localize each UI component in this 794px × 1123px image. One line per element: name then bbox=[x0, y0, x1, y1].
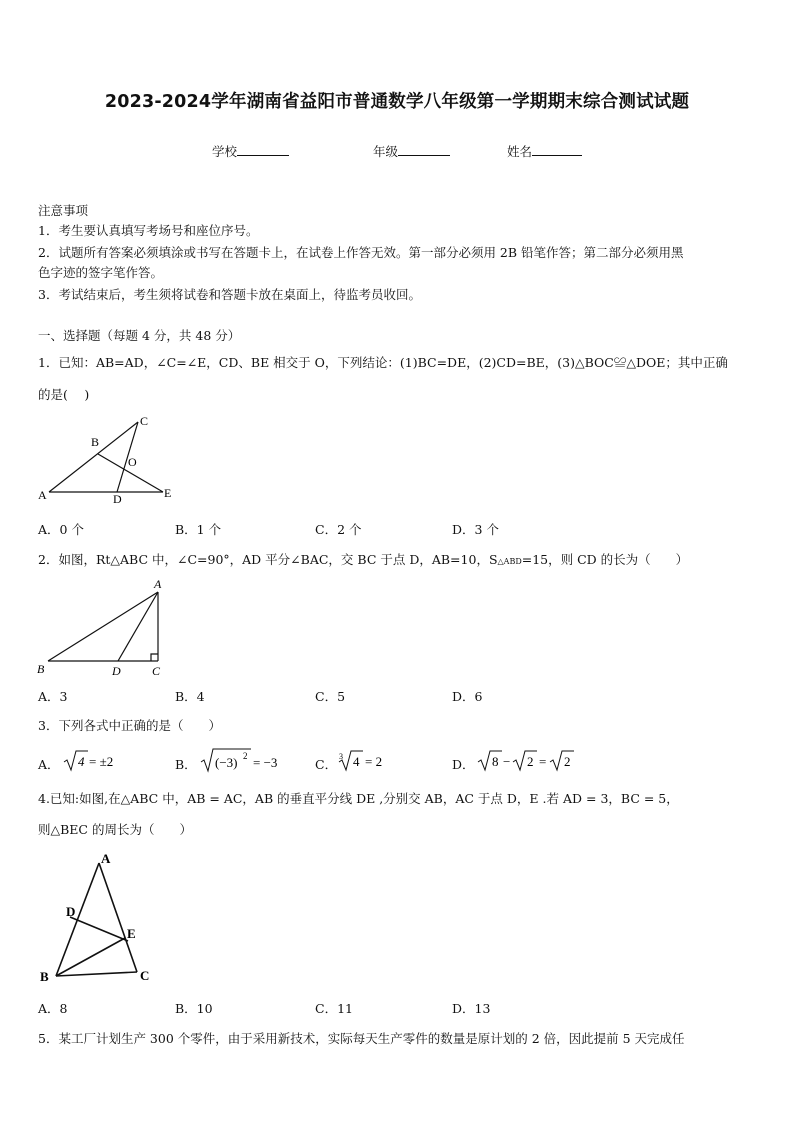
q3-expr-d-equals: = bbox=[539, 754, 547, 769]
q5-stem: 5．某工厂计划生产 300 个零件，由于采用新技术，实际每天生产零件的数量是原计划的 2 倍，因此提前 5 天完成任 bbox=[38, 1031, 685, 1046]
q4-option-a: A．8 bbox=[38, 1001, 68, 1016]
q3-expr-b-exponent: 2 bbox=[243, 751, 248, 761]
q2-stem-post: =15，则 CD 的长为（ ） bbox=[521, 552, 689, 567]
school-blank bbox=[237, 142, 289, 156]
q2-stem bbox=[38, 552, 688, 570]
school-label: 学校 bbox=[212, 144, 238, 159]
q1-option-b: B．1 个 bbox=[175, 522, 222, 537]
q4-label-b: B bbox=[40, 969, 49, 984]
q3-option-c-label: C． bbox=[315, 757, 338, 772]
q3-expr-d bbox=[476, 748, 576, 774]
q3-expr-d-radicand-1: 8 bbox=[492, 754, 499, 769]
q2-label-c: C bbox=[152, 664, 161, 678]
q3-expr-c-radicand: 4 bbox=[353, 754, 360, 769]
q1-line-ac bbox=[49, 422, 138, 492]
name-blank bbox=[532, 142, 582, 156]
notes-heading: 注意事项 bbox=[38, 203, 89, 218]
q3-expr-d-radicand-2: 2 bbox=[527, 754, 534, 769]
q1-label-b: B bbox=[91, 435, 100, 449]
grade-field bbox=[373, 142, 450, 160]
q4-option-c: C．11 bbox=[315, 1001, 353, 1016]
q1-label-o: O bbox=[128, 455, 137, 469]
q4-figure bbox=[32, 848, 162, 988]
q2-line-ad bbox=[118, 592, 158, 661]
page-title: 2023-2024学年湖南省益阳市普通数学八年级第一学期期末综合测试试题 bbox=[104, 92, 690, 112]
q4-option-d: D．13 bbox=[452, 1001, 491, 1016]
q3-expr-b-rhs: = −3 bbox=[253, 755, 278, 770]
q1-label-d: D bbox=[113, 492, 122, 506]
q2-option-c: C．5 bbox=[315, 689, 346, 704]
q2-stem-sub: △ABD bbox=[497, 557, 522, 566]
q3-option-a-label: A． bbox=[38, 757, 60, 772]
note-item-3: 3．考试结束后，考生须将试卷和答题卡放在桌面上，待监考员收回。 bbox=[38, 287, 421, 302]
q3-option-b-label: B． bbox=[175, 757, 197, 772]
q3-option-d-label: D． bbox=[452, 757, 475, 772]
note-item-2-cont: 色字迹的签字笔作答。 bbox=[38, 265, 164, 280]
q3-expr-c bbox=[337, 748, 397, 774]
q1-option-a: A．0 个 bbox=[38, 522, 84, 537]
grade-label: 年级 bbox=[373, 144, 399, 159]
q1-label-e: E bbox=[164, 486, 172, 500]
q4-stem: 4.已知:如图,在△ABC 中，AB = AC，AB 的垂直平分线 DE ,分别交 AB，AC 于点 D，E .若 AD = 3，BC = 5， bbox=[38, 791, 679, 806]
q3-expr-a-radicand: 4 bbox=[78, 754, 85, 769]
name-label: 姓名 bbox=[507, 144, 533, 159]
q3-expr-c-rhs: = 2 bbox=[365, 754, 383, 769]
q4-stem-cont: 则△BEC 的周长为（ ） bbox=[38, 822, 192, 837]
q4-line-be bbox=[56, 938, 125, 976]
q2-label-a: A bbox=[154, 577, 162, 591]
q2-figure bbox=[30, 575, 180, 680]
q4-label-e: E bbox=[127, 926, 136, 941]
q1-label-a: A bbox=[38, 488, 47, 502]
q3-expr-b bbox=[199, 746, 294, 774]
q2-label-d: D bbox=[112, 664, 121, 678]
q2-option-a: A．3 bbox=[38, 689, 68, 704]
q1-option-d: D．3 个 bbox=[452, 522, 499, 537]
q4-label-a: A bbox=[101, 851, 111, 866]
q1-stem-cont: 的是( ) bbox=[38, 387, 90, 402]
grade-blank bbox=[398, 142, 450, 156]
q3-expr-d-minus: − bbox=[503, 754, 511, 769]
q4-line-ac bbox=[99, 863, 137, 972]
q4-line-bc bbox=[56, 972, 137, 976]
q1-label-c: C bbox=[140, 414, 149, 428]
q4-label-d: D bbox=[66, 904, 76, 919]
q1-figure bbox=[30, 408, 190, 508]
q3-expr-c-index: 3 bbox=[339, 752, 343, 761]
q4-option-b: B．10 bbox=[175, 1001, 213, 1016]
q2-line-ab bbox=[48, 592, 158, 661]
q4-label-c: C bbox=[140, 968, 150, 983]
q2-option-d: D．6 bbox=[452, 689, 483, 704]
q2-label-b: B bbox=[37, 662, 45, 676]
school-field bbox=[212, 142, 289, 160]
note-item-1: 1．考生要认真填写考场号和座位序号。 bbox=[38, 223, 259, 238]
q1-stem: 1．已知：AB=AD，∠C=∠E，CD、BE 相交于 O，下列结论：(1)BC=DE，(2)CD=BE，(3)△BOC≌△DOE；其中正确 bbox=[38, 355, 728, 370]
q3-expr-a-rhs: = ±2 bbox=[89, 754, 114, 769]
q3-expr-b-radicand: (−3) bbox=[215, 755, 238, 770]
q3-expr-d-radicand-3: 2 bbox=[564, 754, 571, 769]
q3-expr-a bbox=[62, 748, 132, 774]
q2-right-angle-mark bbox=[151, 654, 158, 661]
q2-option-b: B．4 bbox=[175, 689, 205, 704]
q2-stem-pre: 2．如图，Rt△ABC 中，∠C=90°，AD 平分∠BAC，交 BC 于点 D，AB=10，S bbox=[38, 552, 498, 567]
q1-option-c: C．2 个 bbox=[315, 522, 362, 537]
name-field bbox=[507, 142, 582, 160]
q3-stem: 3．下列各式中正确的是（ ） bbox=[38, 718, 221, 733]
section-heading: 一、选择题（每题 4 分，共 48 分） bbox=[38, 328, 241, 343]
note-item-2: 2．试题所有答案必须填涂或书写在答题卡上，在试卷上作答无效。第一部分必须用 2B 铅笔作答；第二部分必须用黑 bbox=[38, 245, 684, 260]
